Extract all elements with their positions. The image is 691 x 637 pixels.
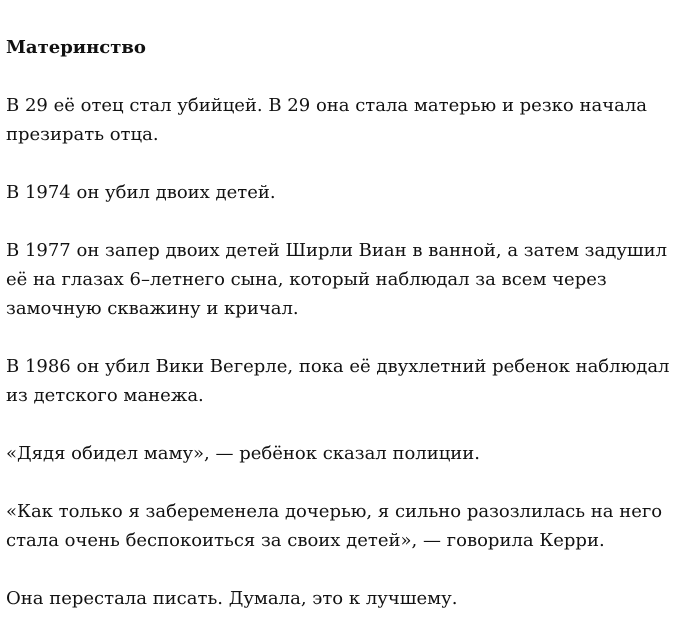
section-heading: Материнство bbox=[6, 37, 146, 58]
paragraph-2: В 1974 он убил двоих детей. bbox=[6, 182, 276, 203]
paragraph-4: В 1986 он убил Вики Вегерле, пока её двухлетний ребенок наблюдал из детского манежа. bbox=[6, 356, 670, 406]
paragraph-1: В 29 её отец стал убийцей. В 29 она стала матерью и резко начала презирать отца. bbox=[6, 95, 647, 145]
paragraph-6: «Как только я забеременела дочерью, я сильно разозлилась на него стала очень беспокоиться за своих детей», — говорила Керри. bbox=[6, 501, 663, 551]
paragraph-5: «Дядя обидел маму», — ребёнок сказал полиции. bbox=[6, 443, 481, 464]
paragraph-7: Она перестала писать. Думала, это к лучшему. bbox=[6, 588, 458, 609]
article-body bbox=[6, 33, 676, 613]
paragraph-3: В 1977 он запер двоих детей Ширли Виан в ванной, а затем задушил её на глазах 6–летнего сына, который наблюдал за всем через замочную скважину и кричал. bbox=[6, 240, 668, 319]
